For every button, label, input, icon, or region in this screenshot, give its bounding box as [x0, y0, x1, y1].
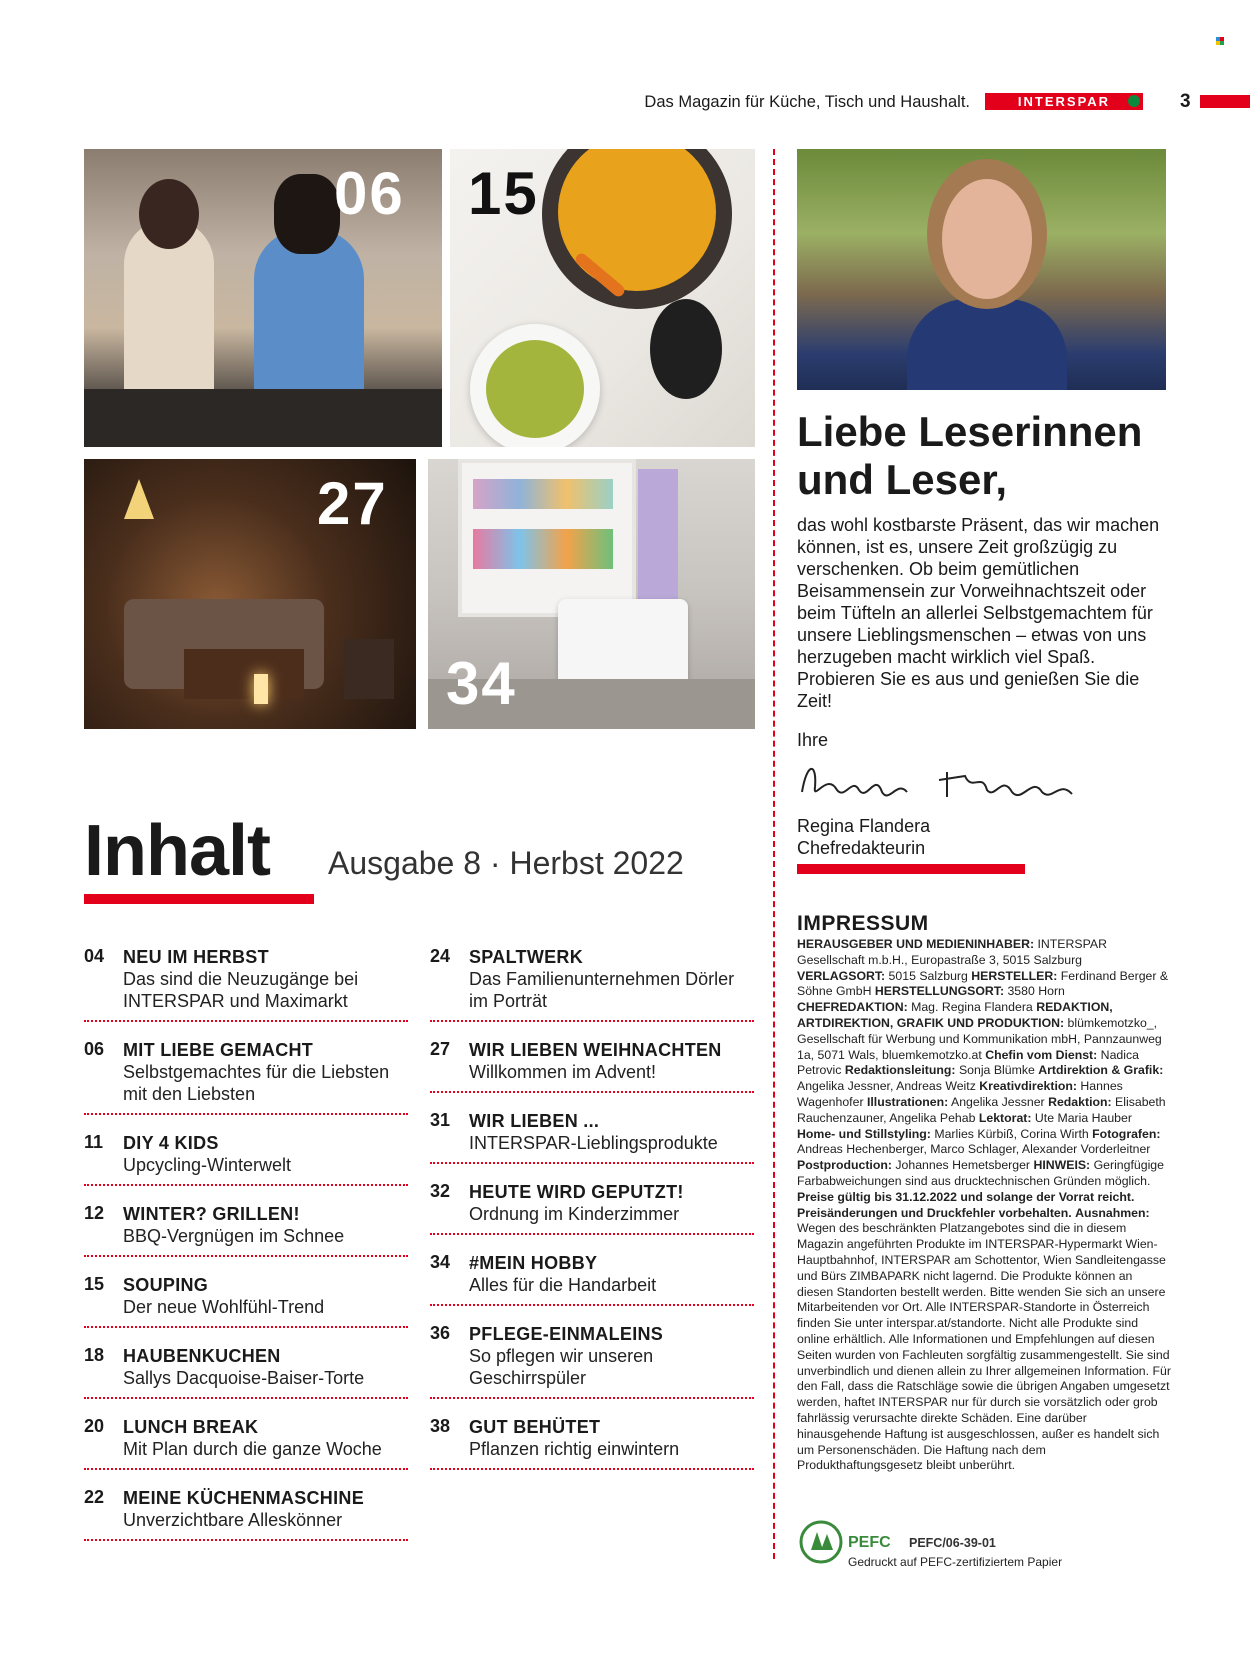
toc-title: GUT BEHÜTET: [469, 1417, 601, 1437]
editor-role: Chefredakteurin: [797, 838, 926, 858]
lantern-shape: [344, 639, 394, 699]
toc-description: Das Familienunternehmen Dörler im Porträt: [469, 969, 735, 1011]
toc-entry[interactable]: [84, 1033, 408, 1115]
impressum-value: Wegen des beschränkten Platzangebotes sind die in diesem Magazin angeführten Produkte im INTERSPAR-Hypermarkt Wien-Hauptbahnhof, INTERSPAR am Schottentor, Wien Sandleitengasse und Bürs ZIMBAPARK nicht lagernd. Die Produkte können an diesen Standorten bestellt werden. Bitte wenden Sie sich an unsere Mitarbeitenden vor Ort. Alle INTERSPAR-Standorte in Österreich finden Sie unter interspar.at/standorte. Nicht alle Produkte sind online erhältlich. Alle Informationen und Empfehlungen auf diesen Seiten wurden von Fachleuten sorgfältig zusammengestellt. Sie sind unverbindlich und dienen allein zu Ihrer allgemeinen Information. Für den Fall, dass die Ratschläge sowie die übrigen Angaben umgesetzt werden, haftet INTERSPAR nur für durch sie vorsätzlich oder grob fahrlässig verursachte direkte Schäden. Eine darüber hinausgehende Haftung ist ausgeschlossen, außer es handelt sich um Personenschäden. Die Haftung nach dem Produkthaftungsgesetz bleibt unberührt.: [797, 1221, 1171, 1473]
impressum-value: Geringfügige Farbabweichungen sind aus drucktechnischen Gründen möglich.: [797, 1158, 1164, 1188]
impressum-value: Elisabeth Rauchenzauner, Angelika Pehab: [797, 1094, 1166, 1125]
impressum-label: Postproduction:: [797, 1158, 892, 1173]
impressum-value: Hannes Wagenhofer: [797, 1079, 1123, 1109]
toc-description: Das sind die Neuzugänge bei INTERSPAR und Maximarkt: [123, 969, 359, 1011]
candle-shape: [254, 674, 268, 704]
impressum-label: Redaktion:: [1048, 1094, 1112, 1109]
editor-portrait: [797, 149, 1166, 390]
impressum-label: HERAUSGEBER UND MEDIENINHABER:: [797, 937, 1035, 951]
impressum-value: Angelika Jessner: [948, 1094, 1049, 1109]
toc-description: Alles für die Handarbeit: [469, 1275, 657, 1295]
toc-description: So pflegen wir unseren Geschirrspüler: [469, 1346, 654, 1388]
impressum-value: INTERSPAR Gesellschaft m.b.H., Europastraße 3, 5015 Salzburg: [797, 937, 1107, 967]
photo-wir-lieben-weihnachten[interactable]: [84, 459, 416, 729]
contents-list-right: [430, 940, 754, 1470]
person-head-shape: [274, 174, 340, 254]
star-tree-shape: [124, 479, 154, 519]
toc-description: Ordnung im Kinderzimmer: [469, 1204, 680, 1224]
impressum-value: Ferdinand Berger & Söhne GmbH: [797, 968, 1169, 999]
toc-description: Mit Plan durch die ganze Woche: [123, 1439, 382, 1459]
toc-page: 15: [84, 1274, 105, 1294]
photo-page-number: 34: [446, 650, 517, 717]
toc-entry[interactable]: [430, 1317, 754, 1399]
impressum-label: Redaktionsleitung:: [844, 1063, 956, 1078]
toc-description: BBQ-Vergnügen im Schnee: [123, 1226, 345, 1246]
photo-mein-hobby[interactable]: [428, 459, 755, 729]
table-shape: [184, 649, 304, 699]
toc-page: 12: [84, 1203, 105, 1223]
photo-mit-liebe-gemacht[interactable]: [84, 149, 442, 447]
toc-page: 06: [84, 1039, 105, 1059]
toc-entry[interactable]: [430, 940, 754, 1022]
toc-entry[interactable]: [84, 1126, 408, 1186]
toc-page: 32: [430, 1181, 451, 1201]
impressum-label: VERLAGSORT:: [797, 968, 886, 983]
page-number: 3: [1180, 91, 1191, 112]
toc-page: 36: [430, 1323, 451, 1343]
impressum-value: 5015 Salzburg: [885, 968, 972, 983]
editorial-greeting: Liebe Leserinnen und Leser,: [797, 408, 1143, 503]
toc-page: 11: [84, 1132, 104, 1152]
toc-entry[interactable]: [430, 1246, 754, 1306]
editorial-body: das wohl kostbarste Präsent, das wir machen können, ist es, unsere Zeit großzügig zu verschenken. Ob beim gemütlichen Beisammensein zur Vorweihnachtszeit oder beim Tüfteln an allerlei Selbstgemachtem für unsere Lieblingsmenschen – etwas von uns herzugeben macht wirklich viel Spaß. Probieren Sie es aus und genießen Sie die Zeit!: [797, 515, 1160, 711]
person-head-shape: [139, 179, 199, 249]
photo-souping[interactable]: [450, 149, 755, 447]
toc-title: MIT LIEBE GEMACHT: [123, 1040, 314, 1060]
yarn-shape: [473, 529, 613, 569]
toc-title: WIR LIEBEN WEIHNACHTEN: [469, 1040, 722, 1060]
impressum-label: Chefin vom Dienst:: [985, 1047, 1098, 1062]
toc-page: 04: [84, 946, 105, 966]
green-soup-shape: [486, 340, 584, 438]
photo-page-number: 27: [317, 470, 388, 537]
toc-title: WIR LIEBEN ...: [469, 1111, 600, 1131]
toc-entry[interactable]: [84, 1410, 408, 1470]
contents-accent-bar: [84, 894, 314, 904]
toc-title: SPALTWERK: [469, 947, 584, 967]
impressum-text: [797, 937, 1172, 1474]
impressum-label: HERSTELLUNGSORT:: [874, 984, 1005, 999]
toc-title: NEU IM HERBST: [123, 947, 269, 967]
toc-page: 20: [84, 1416, 105, 1436]
spar-tree-icon: [1128, 95, 1140, 107]
impressum-value: 3580 Horn: [1004, 984, 1065, 999]
toc-title: SOUPING: [123, 1275, 209, 1295]
impressum-label: CHEFREDAKTION:: [797, 1000, 908, 1015]
editor-name: Regina Flandera: [797, 816, 931, 836]
photo-page-number: 06: [334, 160, 405, 227]
person-shape: [254, 229, 364, 409]
impressum-label: Illustrationen:: [866, 1094, 949, 1109]
toc-entry[interactable]: [84, 940, 408, 1022]
toc-title: #MEIN HOBBY: [469, 1253, 598, 1273]
toc-page: 22: [84, 1487, 105, 1507]
editor-signature: [797, 752, 1097, 812]
toc-description: INTERSPAR-Lieblingsprodukte: [469, 1133, 718, 1153]
editor-accent-bar: [797, 864, 1025, 874]
impressum-value: Sonja Blümke: [955, 1063, 1039, 1078]
toc-page: 31: [430, 1110, 451, 1130]
toc-description: Upcycling-Winterwelt: [123, 1155, 292, 1175]
toc-title: DIY 4 KIDS: [123, 1133, 219, 1153]
toc-description: Unverzichtbare Alleskönner: [123, 1510, 343, 1530]
toc-entry[interactable]: [84, 1481, 408, 1541]
pefc-code: PEFC/06-39-01: [909, 1536, 996, 1550]
toc-title: MEINE KÜCHENMASCHINE: [123, 1488, 365, 1508]
toc-title: LUNCH BREAK: [123, 1417, 259, 1437]
interspar-logo: INTERSPAR: [985, 93, 1143, 110]
impressum-label: Kreativdirektion:: [979, 1079, 1077, 1094]
toc-description: Sallys Dacquoise-Baiser-Torte: [123, 1368, 365, 1388]
toc-title: PFLEGE-EINMALEINS: [469, 1324, 664, 1344]
impressum-value: Ute Maria Hauber: [1031, 1110, 1132, 1125]
pefc-logo-text: PEFC: [848, 1534, 891, 1551]
column-divider: [773, 149, 775, 1559]
impressum-heading: IMPRESSUM: [797, 912, 929, 935]
toc-page: 24: [430, 946, 451, 966]
toc-page: 34: [430, 1252, 451, 1272]
editorial-closing: Ihre: [797, 730, 829, 750]
impressum-label: HERSTELLER:: [971, 968, 1058, 983]
impressum-value: Andreas Hechenberger, Marco Schlager, Alexander Vorderleitner: [797, 1142, 1151, 1157]
impressum-label: Artdirektion & Grafik:: [1038, 1063, 1164, 1078]
photo-page-number: 15: [468, 160, 539, 227]
toc-entry[interactable]: [430, 1410, 754, 1470]
impressum-value: Mag. Regina Flandera: [907, 1000, 1037, 1015]
toc-entry[interactable]: [84, 1339, 408, 1399]
print-color-marks: [1216, 32, 1224, 40]
toc-page: 27: [430, 1039, 451, 1059]
impressum-value: Angelika Jessner, Andreas Weitz: [797, 1079, 980, 1094]
impressum-value: blümkemotzko_, Gesellschaft für Werbung und Kommunikation mbH, Pannzaunweg 1a, 5071 Wals, bluemkemotzko.at: [797, 1015, 1162, 1062]
toc-page: 38: [430, 1416, 451, 1436]
impressum-label: Home- und Stillstyling:: [797, 1126, 931, 1141]
toc-entry[interactable]: [430, 1104, 754, 1164]
impressum-label: Lektorat:: [978, 1110, 1032, 1125]
sewing-machine-shape: [558, 599, 688, 689]
issue-label: Ausgabe 8 · Herbst 2022: [328, 845, 684, 881]
toc-entry[interactable]: [430, 1033, 754, 1093]
toc-description: Selbstgemachtes für die Liebsten mit den Liebsten: [123, 1062, 390, 1104]
yarn-shape: [473, 479, 613, 509]
toc-entry[interactable]: [430, 1175, 754, 1235]
toc-title: WINTER? GRILLEN!: [123, 1204, 300, 1224]
pefc-note: Gedruckt auf PEFC-zertifiziertem Papier: [848, 1555, 1063, 1569]
toc-entry[interactable]: [84, 1268, 408, 1328]
face-shape: [942, 179, 1032, 299]
toc-title: HEUTE WIRD GEPUTZT!: [469, 1182, 684, 1202]
impressum-value: Johannes Hemetsberger: [891, 1158, 1034, 1173]
blouse-shape: [907, 299, 1067, 390]
toc-title: HAUBENKUCHEN: [123, 1346, 281, 1366]
header-accent-bar: [1200, 95, 1250, 108]
impressum-label: Ausnahmen:: [1075, 1205, 1150, 1220]
contents-heading: Inhalt: [84, 811, 270, 891]
pefc-tree-icon: [797, 1520, 845, 1564]
toc-description: Der neue Wohlfühl-Trend: [123, 1297, 325, 1317]
impressum-label: Preise gültig bis 31.12.2022 und solange der Vorrat reicht. Preisänderungen und Druckfehler vorbehalten.: [797, 1189, 1135, 1220]
impressum-label: HINWEIS:: [1033, 1158, 1091, 1173]
magazine-tagline: Das Magazin für Küche, Tisch und Haushalt.: [644, 93, 970, 111]
toc-description: Willkommen im Advent!: [469, 1062, 657, 1082]
ladle-shape: [650, 299, 722, 399]
impressum-value: Marlies Kürbiß, Corina Wirth: [930, 1126, 1093, 1141]
toc-entry[interactable]: [84, 1197, 408, 1257]
contents-list-left: [84, 940, 408, 1541]
impressum-value: Nadica Petrovic: [797, 1047, 1139, 1078]
counter-shape: [84, 389, 442, 447]
toc-description: Pflanzen richtig einwintern: [469, 1439, 680, 1459]
impressum-label: Fotografen:: [1092, 1126, 1161, 1141]
impressum-label: REDAKTION, ARTDIREKTION, GRAFIK UND PRODUKTION:: [797, 1000, 1113, 1030]
toc-page: 18: [84, 1345, 105, 1365]
